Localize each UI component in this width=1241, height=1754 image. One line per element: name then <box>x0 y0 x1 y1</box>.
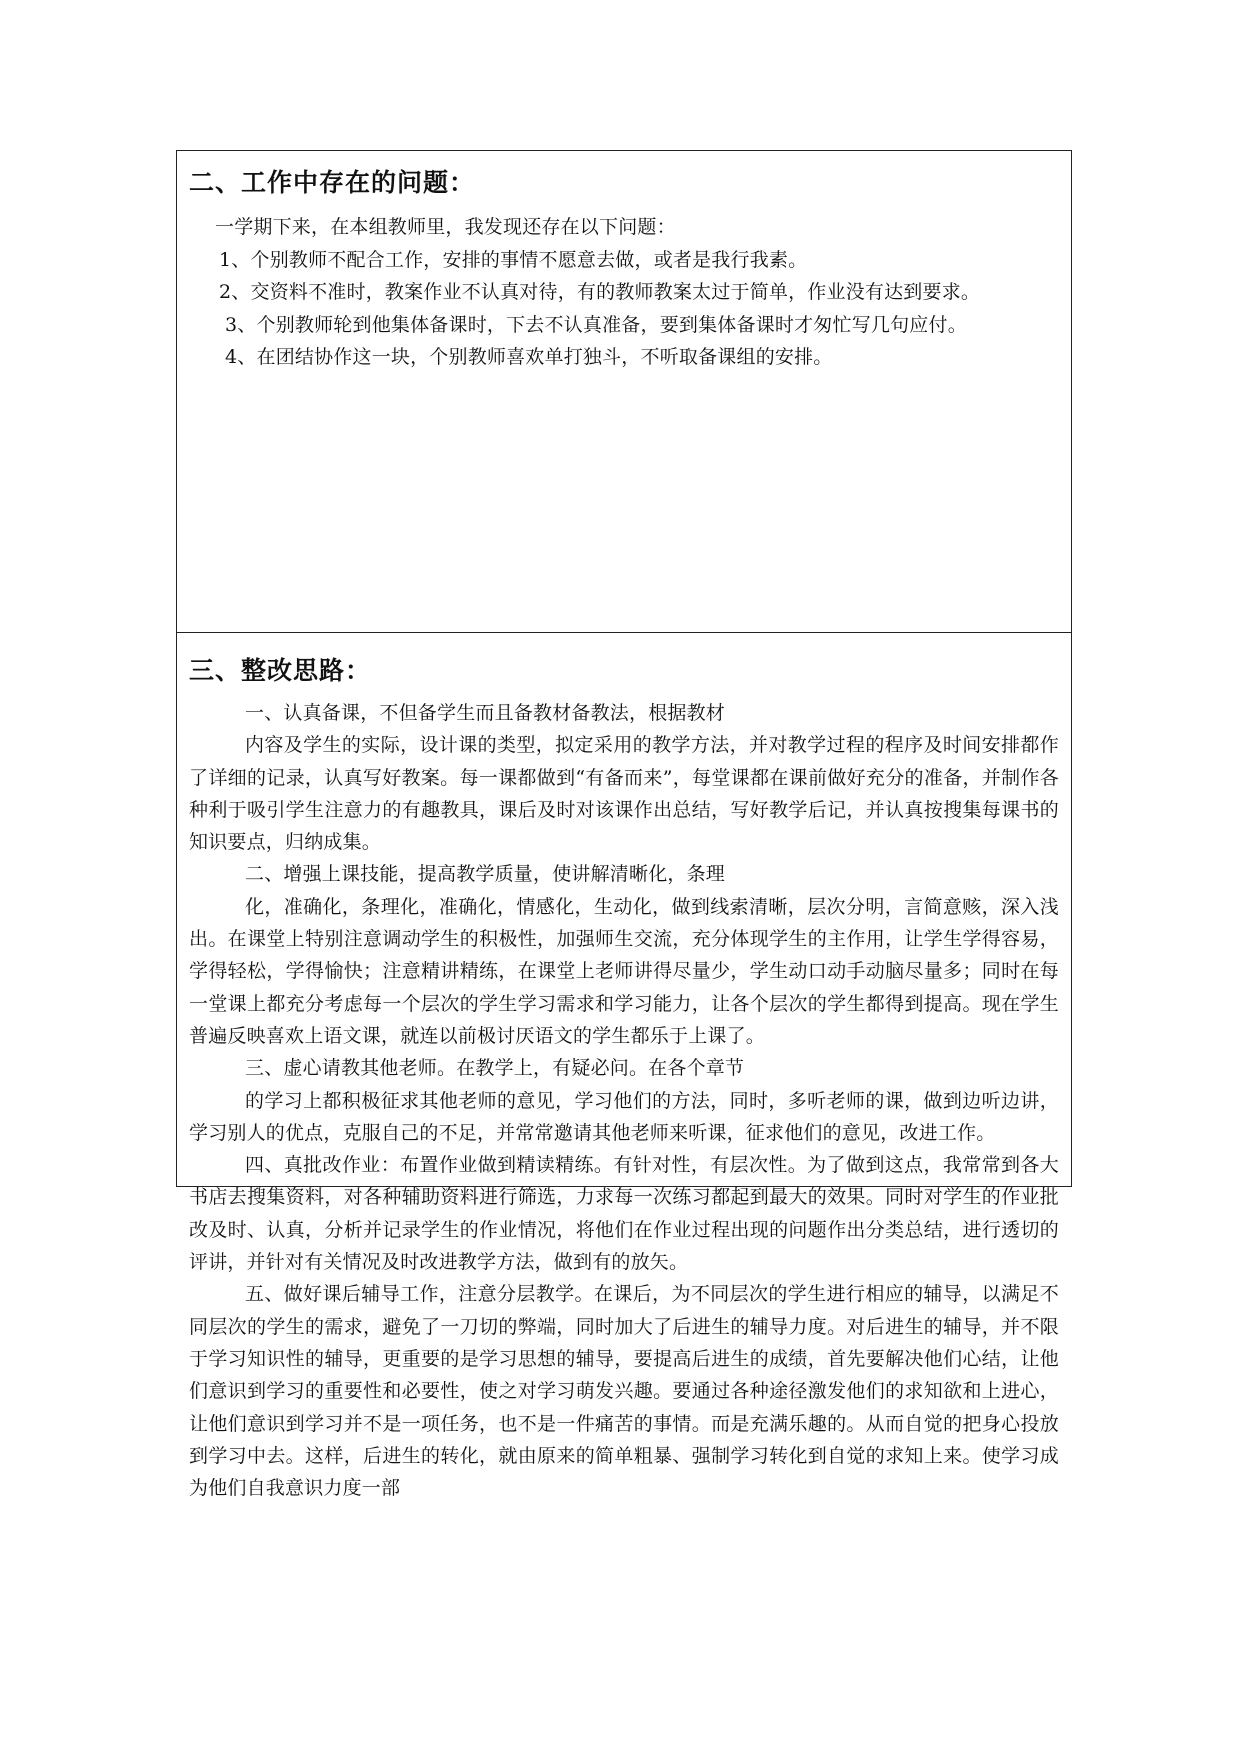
report-table <box>176 150 1072 1500</box>
rectification-paragraph: 五、做好课后辅导工作，注意分层教学。在课后，为不同层次的学生进行相应的辅导，以满足不同层次的学生的需求，避免了一刀切的弊端，同时加大了后进生的辅导力度。对后进生的辅导，并不限于学习知识性的辅导，更重要的是学习思想的辅导，要提高后进生的成绩，首先要解决他们心结，让他们意识到学习的重要性和必要性，使之对学习萌发兴趣。要通过各种途径激发他们的求知欲和上进心，让他们意识到学习并不是一项任务，也不是一件痛苦的事情。而是充满乐趣的。从而自觉的把身心投放到学习中去。这样，后进生的转化，就由原来的简单粗暴、强制学习转化到自觉的求知上来。使学习成为他们自我意识力度一部 <box>189 1283 1059 1500</box>
rectification-paragraph: 四、真批改作业：布置作业做到精读精练。有针对性，有层次性。为了做到这点，我常常到各大书店去搜集资料，对各种辅助资料进行筛选，力求每一次练习都起到最大的效果。同时对学生的作业批改及时、认真，分析并记录学生的作业情况，将他们在作业过程出现的问题作出分类总结，进行透切的评讲，并针对有关情况及时改进教学方法，做到有的放矢。 <box>189 1154 1059 1274</box>
problem-item: 2、交资料不准时，教案作业不认真对待，有的教师教案太过于简单，作业没有达到要求。 <box>219 281 981 303</box>
rectification-paragraph: 内容及学生的实际，设计课的类型，拟定采用的教学方法，并对教学过程的程序及时间安排都作了详细的记录，认真写好教案。每一课都做到“有备而来”，每堂课都在课前做好充分的准备，并制作各种利于吸引学生注意力的有趣教具，课后及时对该课作出总结，写好教学后记，并认真按搜集每课书的知识要点，归纳成集。 <box>189 734 1059 854</box>
rectification-paragraph: 一、认真备课，不但备学生而且备教材备教法，根据教材 <box>245 702 726 724</box>
problem-item: 4、在团结协作这一块，个别教师喜欢单打独斗，不听取备课组的安排。 <box>225 346 833 368</box>
problems-cell <box>177 151 1071 633</box>
rectification-paragraph: 三、虚心请教其他老师。在教学上，有疑必问。在各个章节 <box>245 1057 745 1080</box>
problems-heading: 二、工作中存在的问题： <box>189 168 476 197</box>
rectification-paragraph: 的学习上都积极征求其他老师的意见，学习他们的方法，同时，多听老师的课，做到边听边讲，学习别人的优点，克服自己的不足，并常常邀请其他老师来听课，征求他们的意见，改进工作。 <box>189 1089 1059 1144</box>
problem-item: 1、个别教师不配合工作，安排的事情不愿意去做，或者是我行我素。 <box>219 248 808 271</box>
rectification-paragraph: 二、增强上课技能，提高教学质量，使讲解清晰化，条理 <box>245 863 726 886</box>
rectification-heading: 三、整改思路： <box>189 656 372 685</box>
problems-intro: 一学期下来，在本组教师里，我发现还存在以下问题： <box>215 216 676 238</box>
rectification-cell <box>177 633 1071 1500</box>
problem-item: 3、个别教师轮到他集体备课时，下去不认真准备，要到集体备课时才匆忙写几句应付。 <box>225 313 967 336</box>
rectification-paragraph: 化，准确化，条理化，准确化，情感化，生动化，做到线索清晰，层次分明，言简意赅，深入浅出。在课堂上特别注意调动学生的积极性，加强师生交流，充分体现学生的主作用，让学生学得容易，学得轻松，学得愉快；注意精讲精练，在课堂上老师讲得尽量少，学生动口动手动脑尽量多；同时在每一堂课上都充分考虑每一个层次的学生学习需求和学习能力，让各个层次的学生都得到提高。现在学生普遍反映喜欢上语文课，就连以前极讨厌语文的学生都乐于上课了。 <box>189 895 1059 1047</box>
